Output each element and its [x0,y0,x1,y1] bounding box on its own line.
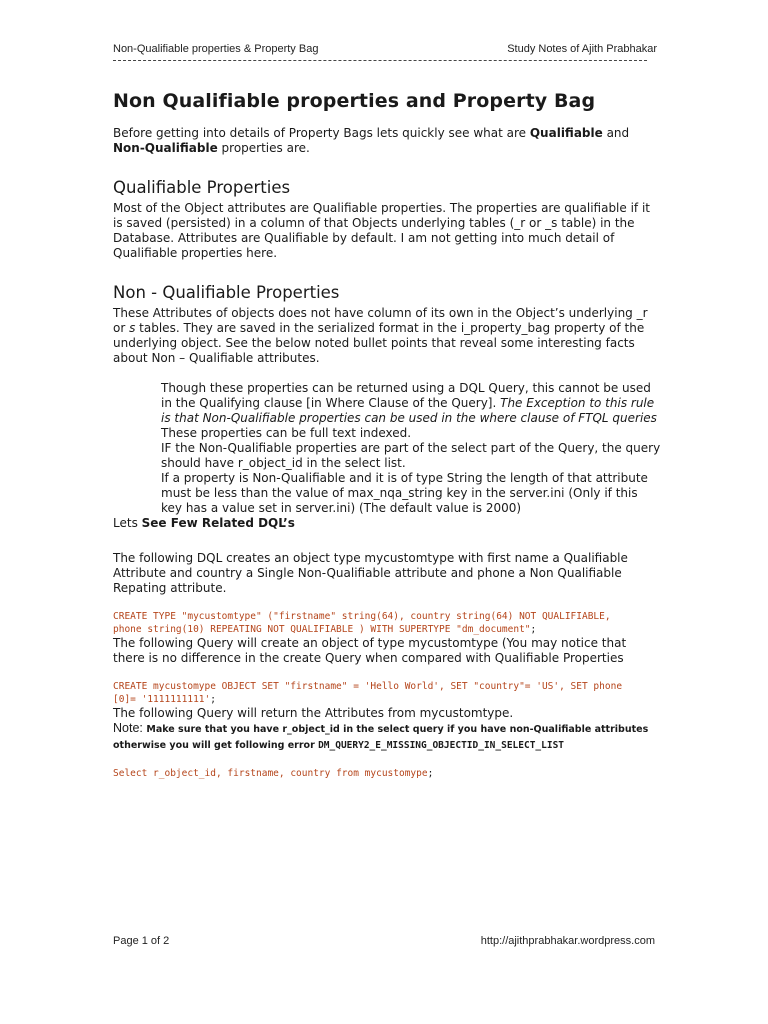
intro-paragraph: Before getting into details of Property Bags lets quickly see what are Qualifiable and Non-Qualifiable properties are. [113,126,630,155]
footer-url: http://ajithprabhakar.wordpress.com [480,935,655,947]
non-qualifiable-paragraph: These Attributes of objects does not have column of its own in the Object’s underlying _r or s tables. They are saved in the serialized format in the i_property_bag property of the underlying object. See the below noted bullet points that reveal some interesting facts about Non – Qualifiable attributes. [113,306,648,365]
dql2-code-block: CREATE mycustomype OBJECT SET "firstname" = 'Hello World', SET "country"= 'US', SET phone [0]= '1111111111'; [113,681,623,705]
qualifiable-heading: Qualifiable Properties [113,178,291,197]
intro-bold-non-qualifiable: Non-Qualifiable [113,141,218,155]
page-number: Page 1 of 2 [113,935,170,947]
dql3-intro: The following Query will return the Attributes from mycustomtype. [113,706,514,720]
facts-list [161,381,661,516]
page-footer [113,935,655,947]
error-code: DM_QUERY2_E_MISSING_OBJECTID_IN_SELECT_LIST [318,740,565,751]
list-item: If a property is Non-Qualifiable and it is of type String the length of that attribute must be less than the value of max_nqa_string key in the server.ini (Only if this key has a value set in server.ini) (The default value is 2000) [161,471,648,515]
header-left-text: Non-Qualifiable properties & Property Bag [113,43,319,55]
note-paragraph: Note: Make sure that you have r_object_id in the select query if you have non-Qualifiable attributes otherwise you will get following error DM_QUERY2_E_MISSING_OBJECTID_IN_SELECT_LIST [113,721,649,751]
page-header [113,43,657,55]
document-body [113,90,661,781]
intro-bold-qualifiable: Qualifiable [529,126,603,140]
list-item: These properties can be full text indexed. [161,426,412,440]
dql1-intro: The following DQL creates an object type mycustomtype with first name a Qualifiable Attribute and country a Single Non-Qualifiable attribute and phone a Non Qualifiable Repating attribute. [113,551,628,595]
list-item: Though these properties can be returned using a DQL Query, this cannot be used in the Qualifying clause [in Where Clause of the Query]. The Exception to this rule is that Non-Qualifiable properties can be used in the where clause of FTQL queries [161,381,657,425]
dql1-code-block: CREATE TYPE "mycustomtype" ("firstname" string(64), country string(64) NOT QUALIFIABLE, phone string(10) REPEATING NOT QUALIFIABLE ) WITH SUPERTYPE "dm_document"; [113,611,611,635]
non-qualifiable-heading: Non - Qualifiable Properties [113,283,340,302]
dql2-intro: The following Query will create an object of type mycustomtype (You may notice that there is no difference in the create Query when compared with Qualifiable Properties [113,636,627,665]
header-divider [113,60,647,61]
qualifiable-paragraph: Most of the Object attributes are Qualifiable properties. The properties are qualifiable if it is saved (persisted) in a column of that Objects underlying tables (_r or _s table) in the Database. Attributes are Qualifiable by default. I am not getting into much detail of Qualifiable properties here. [113,201,650,260]
related-dql-heading: Lets See Few Related DQL’s [113,516,295,530]
list-item: IF the Non-Qualifiable properties are part of the select part of the Query, the query should have r_object_id in the select list. [161,441,661,470]
note-label: Note: [113,721,147,735]
header-right-text: Study Notes of Ajith Prabhakar [507,43,657,55]
page-title: Non Qualifiable properties and Property Bag [113,90,596,112]
dql3-code-block: Select r_object_id, firstname, country from mycustomype; [113,768,434,779]
